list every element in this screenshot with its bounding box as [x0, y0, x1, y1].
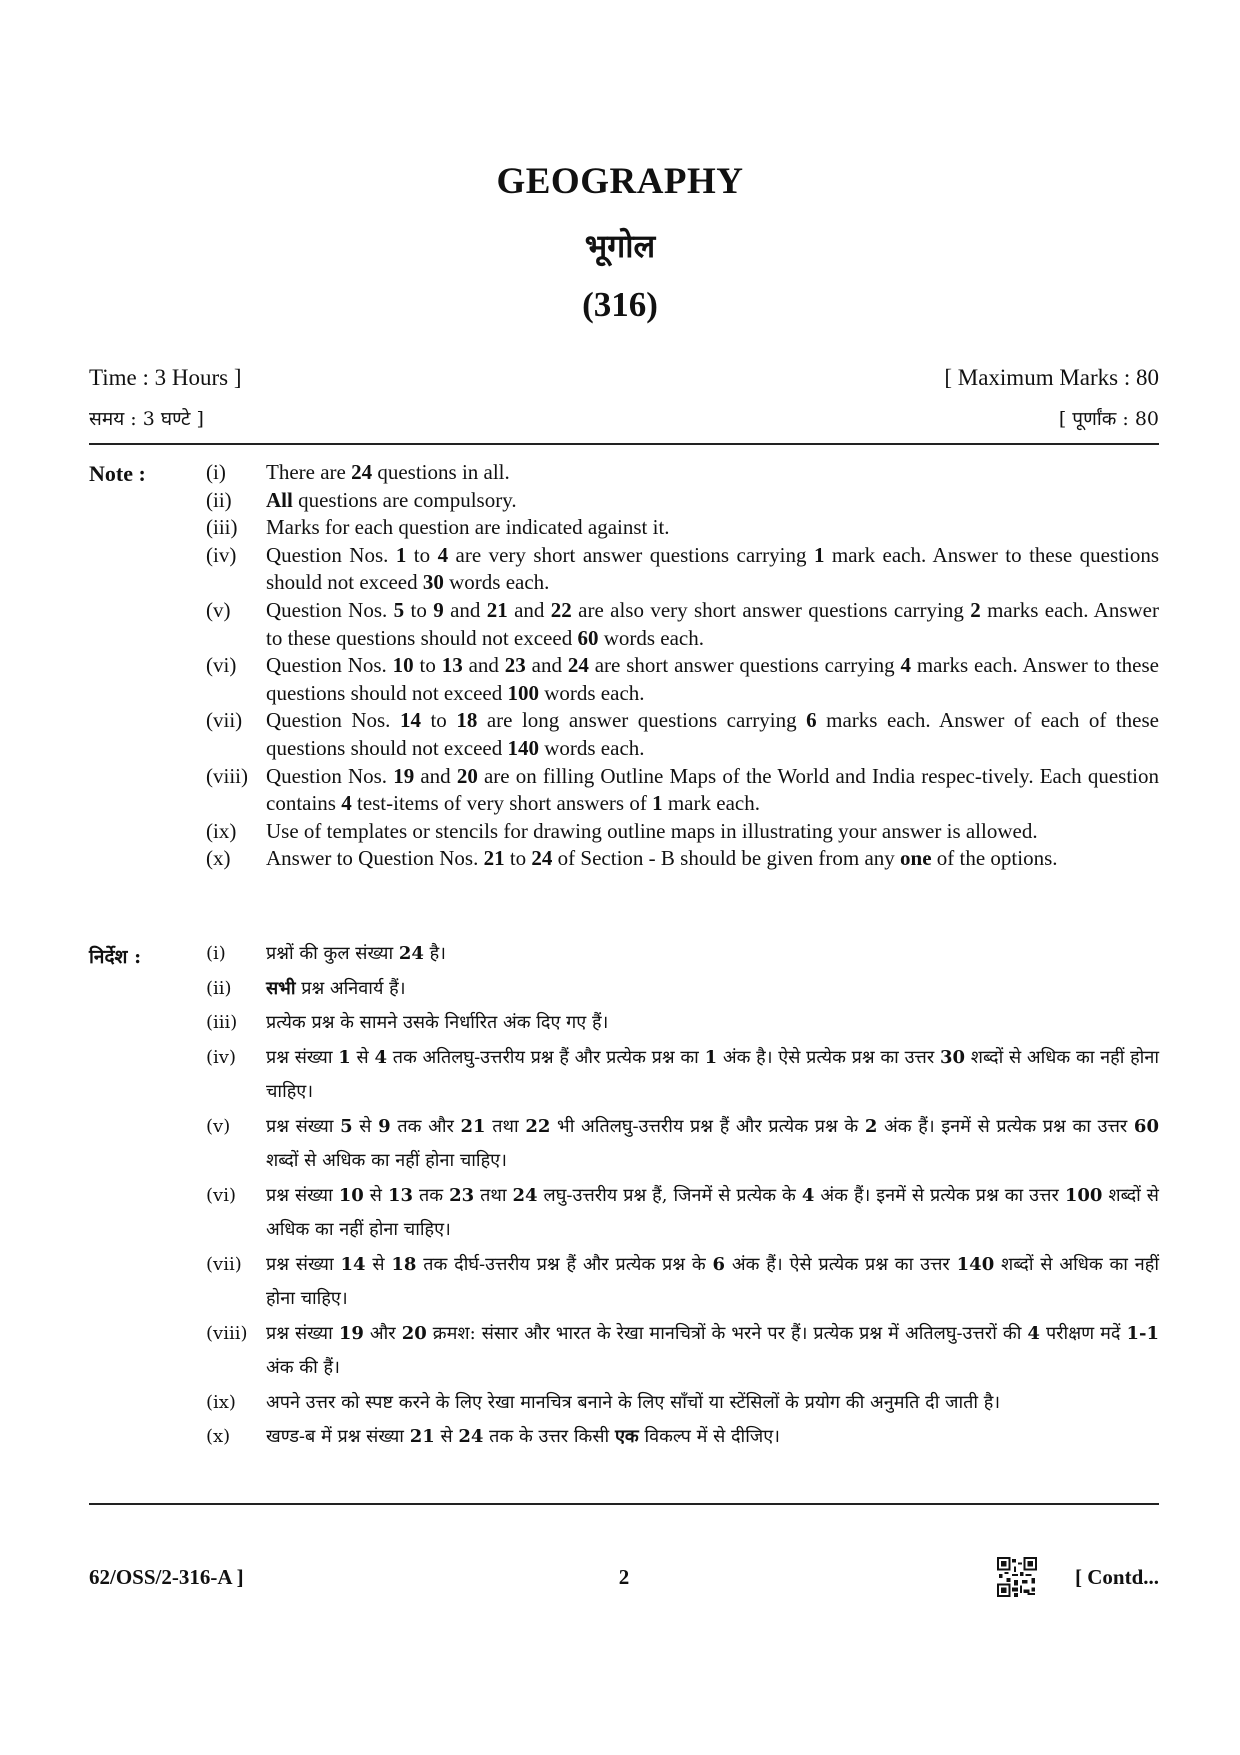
- instruction-hindi-item: [206, 1006, 1159, 1041]
- subject-code: (316): [582, 285, 658, 324]
- instruction-english-item-text: There are 24 questions in all.: [266, 460, 510, 484]
- instruction-english-item: [206, 542, 1159, 597]
- instruction-hindi-item-number: (iv): [206, 1046, 236, 1068]
- instruction-english-item-text: Question Nos. 14 to 18 are long answer questions carrying 6 marks each. Answer of each of these questions should not exceed 140 words each.: [266, 708, 1159, 760]
- instruction-hindi-item: [206, 1110, 1159, 1179]
- subject-title-hindi: भूगोल: [584, 227, 656, 265]
- instruction-hindi-item-number: (ix): [206, 1391, 236, 1413]
- instruction-english-item-text: Marks for each question are indicated against it.: [266, 515, 670, 540]
- page-number: 2: [618, 1565, 630, 1589]
- note-label-english: Note :: [89, 461, 146, 486]
- instruction-hindi-item-number: (x): [206, 1426, 231, 1447]
- instruction-hindi-item: [206, 1041, 1159, 1110]
- instruction-english-item-text: Question Nos. 19 and 20 are on filling Outline Maps of the World and India respec-tively. Each question contains 4 test-items of very short answers of 1 mark each.: [266, 763, 1159, 816]
- instructions-list-english: [206, 459, 1159, 873]
- instruction-english-item-number: (iv): [206, 542, 237, 567]
- instruction-hindi-item-number: (viii): [206, 1322, 248, 1344]
- instruction-english-item-text: Question Nos. 1 to 4 are very short answer questions carrying 1 mark each. Answer to these questions should not exceed 30 words each.: [266, 542, 1160, 595]
- instruction-english-item: [206, 514, 1159, 542]
- subject-title: GEOGRAPHY: [496, 161, 744, 202]
- instruction-hindi-item-number: (ii): [206, 977, 232, 999]
- instruction-english-item: [206, 652, 1159, 707]
- qr-code-icon: [997, 1557, 1037, 1597]
- page-footer: [89, 1563, 1159, 1603]
- instruction-english-item-text: Use of templates or stencils for drawing outline maps in illustrating your answer is allowed.: [266, 818, 1038, 843]
- continued-label: [ Contd...: [1074, 1565, 1159, 1589]
- instruction-english-item-number: (vi): [206, 653, 237, 678]
- instruction-hindi-item-text: प्रश्न संख्या 1 से 4 तक अतिलघु-उत्तरीय प्रश्न हैं और प्रत्येक प्रश्न का 1 अंक है। ऐसे प्रत्येक प्रश्न का उत्तर 30 शब्दों से अधिक का नहीं होना चाहिए।: [266, 1046, 1159, 1102]
- note-label-hindi: निर्देश :: [89, 946, 142, 968]
- instruction-english-item-number: (ii): [206, 487, 232, 512]
- bottom-divider: [89, 1503, 1159, 1505]
- instruction-hindi-item-text: प्रश्नों की कुल संख्या 24 है।: [266, 943, 447, 964]
- time-english: Time : 3 Hours ]: [89, 365, 242, 390]
- instruction-english-item: [206, 597, 1159, 652]
- instruction-english-item: [206, 487, 1159, 515]
- instruction-english-item-text: Question Nos. 10 to 13 and 23 and 24 are short answer questions carrying 4 marks each. Answer to these questions should not exceed 100 words each.: [266, 653, 1159, 705]
- instruction-hindi-item: [206, 1420, 1159, 1455]
- instruction-hindi-item: [206, 1317, 1159, 1386]
- instruction-english-item-number: (viii): [206, 763, 248, 788]
- instruction-hindi-item-text: प्रश्न संख्या 14 से 18 तक दीर्घ-उत्तरीय प्रश्न हैं और प्रत्येक प्रश्न के 6 अंक हैं। ऐसे प्रत्येक प्रश्न का उत्तर 140 शब्दों से अधिक का नहीं होना चाहिए।: [266, 1253, 1160, 1309]
- instruction-hindi-item-text: खण्ड-ब में प्रश्न संख्या 21 से 24 तक के उत्तर किसी एक विकल्प में से दीजिए।: [266, 1426, 780, 1447]
- instruction-english-item-number: (x): [206, 846, 231, 871]
- instruction-hindi-item: [206, 937, 1159, 972]
- instruction-english-item: [206, 707, 1159, 762]
- instruction-english-item-number: (iii): [206, 515, 238, 540]
- max-marks-english: [ Maximum Marks : 80: [944, 365, 1159, 390]
- instruction-english-item: [206, 845, 1159, 873]
- instruction-english-item-number: (ix): [206, 818, 237, 843]
- top-divider: [89, 443, 1159, 445]
- instruction-hindi-item-number: (vii): [206, 1253, 242, 1275]
- instruction-english-item-text: All questions are compulsory.: [266, 487, 517, 512]
- instruction-hindi-item-number: (v): [206, 1115, 231, 1137]
- instruction-english-item-number: (v): [206, 597, 231, 622]
- instructions-list-hindi: [206, 937, 1159, 1455]
- instruction-hindi-item-text: सभी प्रश्न अनिवार्य हैं।: [266, 977, 406, 999]
- instruction-hindi-item-text: अपने उत्तर को स्पष्ट करने के लिए रेखा मानचित्र बनाने के लिए साँचों या स्टेंसिलों के प्रयोग की अनुमति दी जाती है।: [266, 1391, 1001, 1413]
- instruction-hindi-item-number: (i): [206, 943, 226, 964]
- instruction-hindi-item: [206, 1248, 1159, 1317]
- instruction-hindi-item: [206, 1386, 1159, 1421]
- instruction-english-item-number: (i): [206, 460, 226, 484]
- instruction-hindi-item-number: (vi): [206, 1184, 236, 1206]
- instruction-hindi-item-text: प्रश्न संख्या 10 से 13 तक 23 तथा 24 लघु-उत्तरीय प्रश्न हैं, जिनमें से प्रत्येक के 4 अंक हैं। इनमें से प्रत्येक प्रश्न का उत्तर 100 शब्दों से अधिक का नहीं होना चाहिए।: [266, 1184, 1159, 1240]
- instruction-english-item: [206, 763, 1159, 818]
- instruction-english-item-text: Answer to Question Nos. 21 to 24 of Section - B should be given from any one of the options.: [266, 846, 1058, 871]
- instruction-english-item: [206, 459, 1159, 487]
- max-marks-hindi: [ पूर्णांक : 80: [1058, 408, 1159, 430]
- instruction-hindi-item: [206, 1179, 1159, 1248]
- instruction-hindi-item: [206, 972, 1159, 1007]
- instruction-english-item-number: (vii): [206, 708, 243, 733]
- paper-code: 62/OSS/2-316-A ]: [89, 1565, 244, 1589]
- instruction-hindi-item-text: प्रश्न संख्या 19 और 20 क्रमश: संसार और भारत के रेखा मानचित्रों के भरने पर हैं। प्रत्येक प्रश्न में अतिलघु-उत्तरों की 4 परीक्षण मदें 1-1 अंक की हैं।: [266, 1322, 1159, 1378]
- instruction-hindi-item-text: प्रश्न संख्या 5 से 9 तक और 21 तथा 22 भी अतिलघु-उत्तरीय प्रश्न हैं और प्रत्येक प्रश्न के 2 अंक हैं। इनमें से प्रत्येक प्रश्न का उत्तर 60 शब्दों से अधिक का नहीं होना चाहिए।: [266, 1115, 1159, 1171]
- instruction-english-item: [206, 818, 1159, 846]
- instruction-english-item-text: Question Nos. 5 to 9 and 21 and 22 are also very short answer questions carrying 2 marks each. Answer to these questions should not exceed 60 words each.: [266, 597, 1159, 650]
- time-hindi: समय : 3 घण्टे ]: [89, 408, 204, 430]
- instruction-hindi-item-text: प्रत्येक प्रश्न के सामने उसके निर्धारित अंक दिए गए हैं।: [266, 1012, 609, 1033]
- instruction-hindi-item-number: (iii): [206, 1012, 238, 1033]
